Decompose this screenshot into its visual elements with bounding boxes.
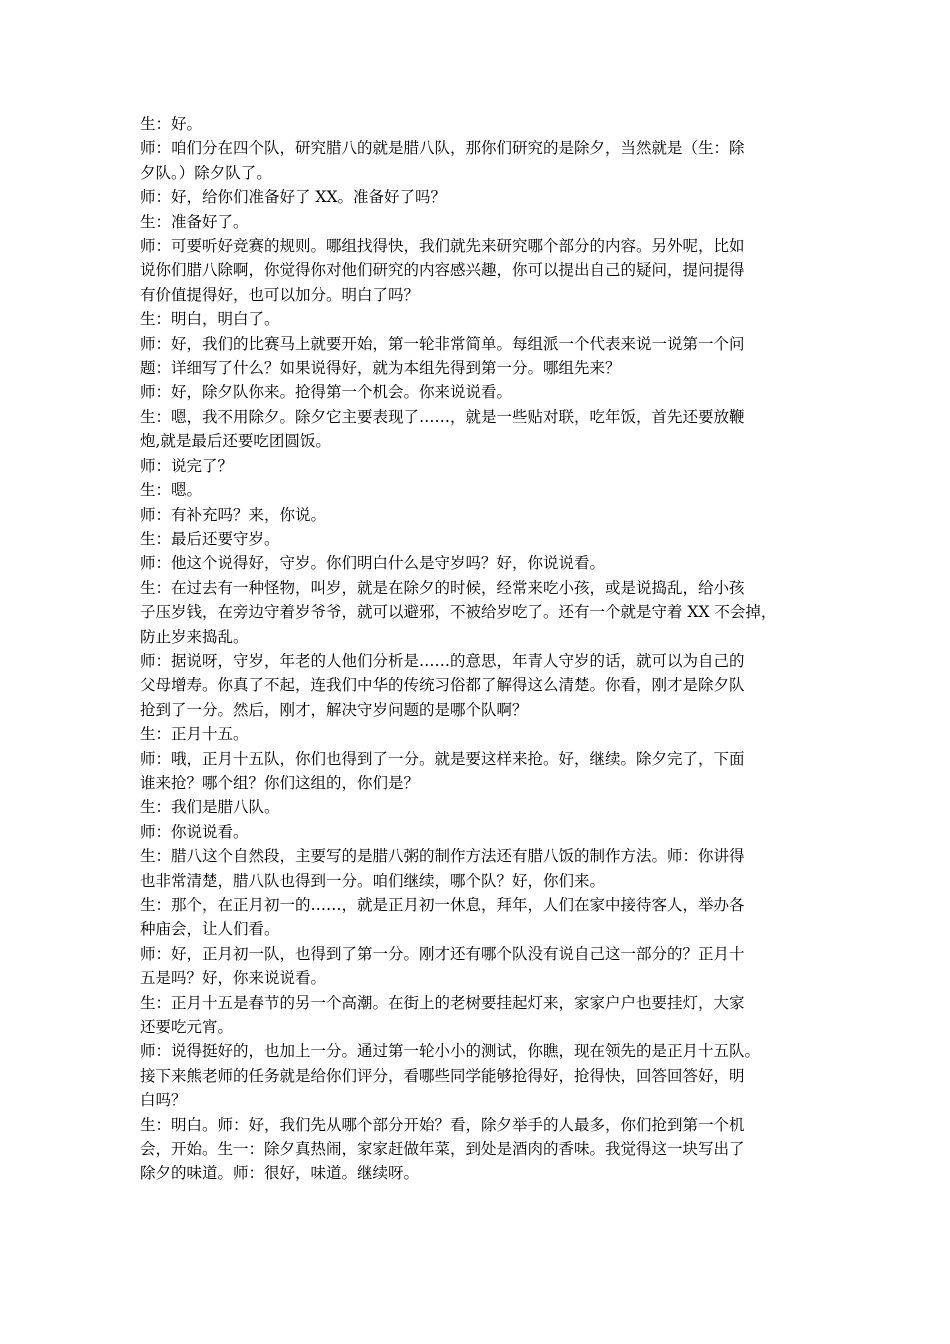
text-line: 生：我们是腊八队。 (140, 798, 280, 817)
dialogue-paragraph (140, 332, 830, 381)
dialogue-paragraph (140, 991, 830, 1040)
text-line: 五是吗？好，你来说说看。 (140, 969, 327, 988)
text-line: 生：明白。师：好，我们先从哪个部分开始？看，除夕举手的人最多，你们抢到第一个机 (140, 1115, 745, 1134)
dialogue-paragraph (140, 893, 830, 942)
text-line: 师：他这个说得好，守岁。你们明白什么是守岁吗？好，你说说看。 (140, 554, 606, 573)
dialogue-paragraph (140, 210, 830, 234)
text-line: 生：明白，明白了。 (140, 310, 280, 329)
text-line: 师：说得挺好的，也加上一分。通过第一轮小小的测试，你瞧，现在领先的是正月十五队。 (140, 1042, 761, 1061)
text-line: 师：可要听好竞赛的规则。哪组找得快，我们就先来研究哪个部分的内容。另外呢，比如 (140, 237, 745, 256)
text-line: 白吗？ (140, 1091, 187, 1110)
dialogue-paragraph (140, 1039, 830, 1112)
text-line: 生：正月十五是春节的另一个高潮。在街上的老树要挂起灯来，家家户户也要挂灯，大家 (140, 993, 745, 1012)
text-line: 抢到了一分。然后，刚才，解决守岁问题的是哪个队啊？ (140, 700, 528, 719)
dialogue-paragraph (140, 942, 830, 991)
text-line: 谁来抢？哪个组？你们这组的，你们是？ (140, 773, 420, 792)
dialogue-paragraph (140, 576, 830, 649)
dialogue-paragraph (140, 747, 830, 796)
text-line: 种庙会，让人们看。 (140, 920, 280, 939)
dialogue-paragraph (140, 185, 830, 209)
text-line: 生：最后还要守岁。 (140, 529, 280, 548)
text-line: 生：腊八这个自然段，主要写的是腊八粥的制作方法还有腊八饭的制作方法。师：你讲得 (140, 847, 745, 866)
dialogue-paragraph (140, 112, 830, 136)
dialogue-paragraph (140, 820, 830, 844)
text-line: 师：哦，正月十五队，你们也得到了一分。就是要这样来抢。好，继续。除夕完了，下面 (140, 749, 745, 768)
text-line: 生：嗯，我不用除夕。除夕它主要表现了……，就是一些贴对联，吃年饭，首先还要放鞭 (140, 407, 745, 426)
text-line: 生：正月十五。 (140, 725, 249, 744)
text-line: 生：在过去有一种怪物，叫岁，就是在除夕的时候，经常来吃小孩，或是说捣乱，给小孩 (140, 578, 745, 597)
dialogue-paragraph (140, 527, 830, 551)
text-line: 师：好，正月初一队，也得到了第一分。刚才还有哪个队没有说自己这一部分的？正月十 (140, 944, 745, 963)
text-line: 说你们腊八除啊，你觉得你对他们研究的内容感兴趣，你可以提出自己的疑问，提问提得 (140, 261, 745, 280)
text-line: 除夕的味道。师：很好，味道。继续呀。 (140, 1164, 420, 1183)
text-line: 夕队。）除夕队了。 (140, 163, 272, 182)
text-line: 炮,就是最后还要吃团圆饭。 (140, 432, 331, 451)
text-line: 师：据说呀，守岁，年老的人他们分析是……的意思，年青人守岁的话，就可以为自己的 (140, 651, 745, 670)
dialogue-paragraph (140, 380, 830, 404)
dialogue-paragraph (140, 844, 830, 893)
text-line: 接下来熊老师的任务就是给你们评分，看哪些同学能够抢得好，抢得快，回答回答好，明 (140, 1066, 745, 1085)
text-line: 有价值提得好，也可以加分。明白了吗？ (140, 285, 420, 304)
text-line: 师：好，给你们准备好了 XX。准备好了吗？ (140, 188, 446, 207)
dialogue-paragraph (140, 478, 830, 502)
dialogue-paragraph (140, 795, 830, 819)
text-line: 师：有补充吗？来，你说。 (140, 505, 327, 524)
dialogue-paragraph (140, 722, 830, 746)
text-line: 生：准备好了。 (140, 212, 249, 231)
dialogue-paragraph (140, 454, 830, 478)
dialogue-paragraph (140, 307, 830, 331)
text-line: 父母增寿。你真了不起，连我们中华的传统习俗都了解得这么清楚。你看，刚才是除夕队 (140, 676, 745, 695)
dialogue-paragraph (140, 551, 830, 575)
dialogue-paragraph (140, 405, 830, 454)
dialogue-paragraph (140, 136, 830, 185)
text-line: 师：咱们分在四个队，研究腊八的就是腊八队，那你们研究的是除夕，当然就是（生：除 (140, 139, 745, 158)
text-line: 师：好，除夕队你来。抢得第一个机会。你来说说看。 (140, 383, 513, 402)
text-line: 题：详细写了什么？如果说得好，就为本组先得到第一分。哪组先来？ (140, 359, 621, 378)
dialogue-paragraph (140, 1113, 830, 1186)
text-line: 会，开始。生一：除夕真热闹，家家赶做年菜，到处是酒肉的香味。我觉得这一块写出了 (140, 1140, 745, 1159)
text-line: 师：你说说看。 (140, 822, 249, 841)
dialogue-paragraph (140, 234, 830, 307)
text-line: 生：好。 (140, 115, 203, 133)
text-line: 也非常清楚，腊八队也得到一分。咱们继续，哪个队？好，你们来。 (140, 871, 606, 890)
text-line: 子压岁钱，在旁边守着岁爷爷，就可以避邪，不被给岁吃了。还有一个就是守着 XX 不会掉， (140, 603, 777, 622)
dialogue-paragraph (140, 649, 830, 722)
dialogue-paragraph (140, 503, 830, 527)
text-line: 师：说完了？ (140, 456, 234, 475)
text-line: 生：嗯。 (140, 481, 203, 500)
text-line: 还要吃元宵。 (140, 1018, 234, 1037)
document-page (140, 112, 830, 1186)
text-line: 师：好，我们的比赛马上就要开始，第一轮非常简单。每组派一个代表来说一说第一个问 (140, 334, 745, 353)
text-line: 生：那个，在正月初一的……，就是正月初一休息，拜年，人们在家中接待客人，举办各 (140, 896, 745, 914)
text-line: 防止岁来捣乱。 (140, 627, 249, 646)
